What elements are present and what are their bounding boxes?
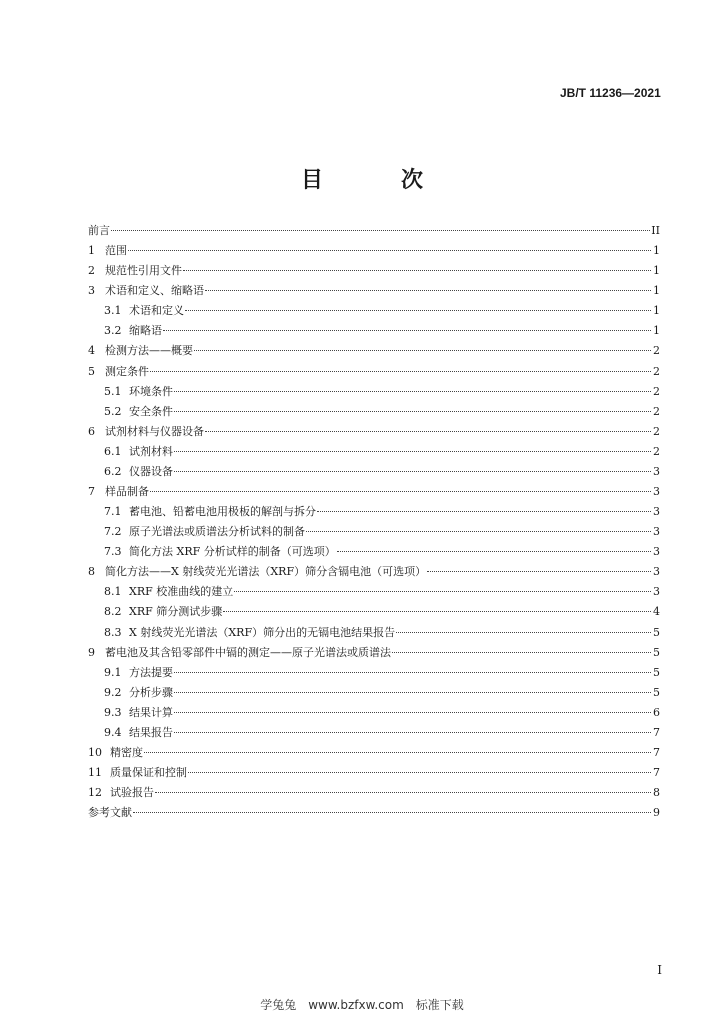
toc-entry[interactable] [88, 485, 660, 505]
dot-leader [183, 270, 651, 271]
toc-entry-number: 6.2 [104, 464, 122, 478]
toc-subentry[interactable] [88, 505, 660, 525]
dot-leader [163, 330, 651, 331]
toc-entry-page: 3 [653, 505, 660, 519]
toc-entry-label: 简化方法——X 射线荧光光谱法（XRF）筛分含镉电池（可选项） [105, 565, 427, 579]
dot-leader [317, 511, 651, 512]
toc-subentry[interactable] [88, 324, 660, 344]
toc-entry-label: 分析步骤 [129, 685, 173, 699]
toc-subentry[interactable] [88, 304, 660, 324]
toc-entry-label: 术语和定义、缩略语 [105, 284, 204, 298]
toc-entry-number: 7 [88, 485, 95, 499]
toc-entry[interactable] [88, 425, 660, 445]
dot-leader [174, 692, 651, 693]
toc-entry[interactable] [88, 365, 660, 385]
dot-leader [188, 772, 651, 773]
toc-entry-number: 5 [88, 364, 95, 378]
toc-entry-number: 11 [88, 766, 102, 780]
dot-leader [174, 672, 651, 673]
toc-entry-number: 6.1 [104, 444, 122, 458]
dot-leader [174, 471, 651, 472]
toc-entry-number: 8 [88, 565, 95, 579]
toc-subentry[interactable] [88, 525, 660, 545]
toc-entry-page: 3 [653, 565, 660, 579]
toc-entry-number: 9.2 [104, 685, 122, 699]
toc-entry-page: 4 [653, 605, 660, 619]
dot-leader [223, 611, 651, 612]
toc-subentry[interactable] [88, 666, 660, 686]
dot-leader [234, 591, 651, 592]
toc-entry-number: 8.2 [104, 605, 122, 619]
toc-entry-label: 仪器设备 [129, 464, 173, 478]
dot-leader [128, 250, 651, 251]
toc-entry-number: 7.2 [104, 525, 122, 539]
toc-entry-label: 试剂材料 [129, 444, 173, 458]
dot-leader [205, 431, 651, 432]
toc-entry-label: XRF 筛分测试步骤 [129, 605, 223, 619]
toc-entry-label: XRF 校准曲线的建立 [129, 585, 234, 599]
dot-leader [144, 752, 651, 753]
toc-entry-page: 5 [653, 685, 660, 699]
toc-entry-page: 3 [653, 485, 660, 499]
toc-entry-number: 12 [88, 786, 102, 800]
toc-entry[interactable] [88, 344, 660, 364]
toc-entry[interactable] [88, 646, 660, 666]
dot-leader [150, 371, 651, 372]
toc-entry-number: 9.1 [104, 665, 122, 679]
toc-subentry[interactable] [88, 585, 660, 605]
toc-entry-page: 5 [653, 625, 660, 639]
dot-leader [337, 551, 651, 552]
dot-leader [111, 230, 650, 231]
toc-entry-page: 5 [653, 645, 660, 659]
toc-entry-page: 3 [653, 545, 660, 559]
toc-entry-page: 5 [653, 665, 660, 679]
toc-subentry[interactable] [88, 385, 660, 405]
toc-entry[interactable] [88, 264, 660, 284]
toc-entry-label: 前言 [88, 224, 110, 237]
toc-entry-number: 7.3 [104, 545, 122, 559]
toc-entry-label: 术语和定义 [129, 304, 184, 318]
toc-entry-label: 原子光谱法或质谱法分析试料的制备 [129, 525, 305, 539]
toc-entry-label: 缩略语 [129, 324, 162, 338]
toc-subentry[interactable] [88, 726, 660, 746]
dot-leader [174, 712, 651, 713]
toc-entry-label: 蓄电池及其含铅零部件中镉的测定——原子光谱法或质谱法 [105, 645, 391, 659]
toc-entry[interactable] [88, 244, 660, 264]
toc-entry-label: 结果报告 [129, 725, 173, 739]
toc-subentry[interactable] [88, 706, 660, 726]
toc-entry-label: 样品制备 [105, 485, 149, 499]
toc-entry[interactable] [88, 766, 660, 786]
toc-entry-label: 精密度 [110, 746, 143, 760]
toc-entry-page: 9 [653, 806, 660, 820]
toc-entry-number: 8.3 [104, 625, 122, 639]
page-title: 目 次 [300, 167, 451, 193]
toc-entry-number: 5.1 [104, 384, 122, 398]
toc-entry-number: 8.1 [104, 585, 122, 599]
toc-entry[interactable] [88, 746, 660, 766]
toc-entry[interactable] [88, 284, 660, 304]
dot-leader [174, 451, 651, 452]
toc-entry-label: 参考文献 [88, 806, 132, 820]
toc-entry-label: 方法提要 [129, 665, 173, 679]
toc-entry[interactable] [88, 224, 660, 244]
dot-leader [174, 411, 651, 412]
toc-entry-number: 9.3 [104, 705, 122, 719]
toc-entry-number: 9 [88, 645, 95, 659]
toc-entry-page: 7 [653, 766, 660, 780]
dot-leader [205, 290, 651, 291]
dot-leader [174, 732, 651, 733]
toc-entry-page: 6 [653, 705, 660, 719]
toc-entry-label: 测定条件 [105, 364, 149, 378]
toc-subentry[interactable] [88, 465, 660, 485]
toc-entry-page: 3 [653, 464, 660, 478]
toc-entry-label: 安全条件 [129, 404, 173, 418]
toc-entry-label: X 射线荧光光谱法（XRF）筛分出的无镉电池结果报告 [129, 625, 396, 639]
toc-entry-label: 简化方法 XRF 分析试样的制备（可选项） [129, 545, 336, 559]
toc-entry-page: 7 [653, 746, 660, 760]
toc-entry-page: 1 [653, 244, 660, 258]
toc-entry-page: II [651, 224, 660, 237]
toc-entry-number: 3.1 [104, 304, 122, 318]
toc-entry-page: 1 [653, 324, 660, 338]
toc-subentry[interactable] [88, 605, 660, 625]
toc-entry-label: 规范性引用文件 [105, 264, 182, 278]
toc-entry-page: 2 [653, 444, 660, 458]
toc-entry-page: 2 [653, 404, 660, 418]
toc-entry-number: 3 [88, 284, 95, 298]
toc-entry-label: 结果计算 [129, 705, 173, 719]
toc-entry-number: 1 [88, 244, 95, 258]
toc-entry-label: 试验报告 [110, 786, 154, 800]
toc-subentry[interactable] [88, 626, 660, 646]
toc-entry-number: 6 [88, 424, 95, 438]
toc-entry-number: 5.2 [104, 404, 122, 418]
toc-entry-page: 2 [653, 424, 660, 438]
page-number: I [657, 963, 662, 977]
toc-entry[interactable] [88, 786, 660, 806]
toc-entry-number: 7.1 [104, 505, 122, 519]
dot-leader [392, 652, 651, 653]
toc-entry-page: 1 [653, 284, 660, 298]
toc-entry-page: 3 [653, 525, 660, 539]
toc-entry-number: 9.4 [104, 725, 122, 739]
toc-entry-page: 3 [653, 585, 660, 599]
toc-entry-label: 质量保证和控制 [110, 766, 187, 780]
dot-leader [150, 491, 651, 492]
dot-leader [174, 391, 651, 392]
toc-entry-page: 7 [653, 725, 660, 739]
dot-leader [306, 531, 651, 532]
toc-subentry[interactable] [88, 405, 660, 425]
toc-entry-page: 8 [653, 786, 660, 800]
toc-entry-page: 2 [653, 364, 660, 378]
toc-entry-label: 蓄电池、铅蓄电池用极板的解剖与拆分 [129, 505, 316, 519]
toc-entry-number: 2 [88, 264, 95, 278]
toc-entry-page: 1 [653, 304, 660, 318]
dot-leader [396, 632, 651, 633]
dot-leader [185, 310, 651, 311]
toc-entry[interactable] [88, 806, 660, 826]
toc-entry-label: 试剂材料与仪器设备 [105, 424, 204, 438]
table-of-contents [88, 224, 660, 826]
dot-leader [155, 792, 651, 793]
toc-entry-number: 4 [88, 344, 95, 358]
toc-subentry[interactable] [88, 686, 660, 706]
toc-subentry[interactable] [88, 445, 660, 465]
toc-entry-page: 2 [653, 344, 660, 358]
footer-watermark: 学兔兔 www.bzfxw.com 标准下载 [260, 998, 464, 1012]
toc-entry-label: 范围 [105, 244, 127, 258]
dot-leader [427, 571, 651, 572]
toc-subentry[interactable] [88, 545, 660, 565]
toc-entry-page: 2 [653, 384, 660, 398]
toc-entry[interactable] [88, 565, 660, 585]
toc-entry-number: 10 [88, 746, 102, 760]
toc-entry-page: 1 [653, 264, 660, 278]
standard-code: JB/T 11236—2021 [560, 86, 661, 100]
toc-entry-label: 环境条件 [129, 384, 173, 398]
dot-leader [133, 812, 651, 813]
toc-entry-number: 3.2 [104, 324, 122, 338]
dot-leader [194, 350, 651, 351]
toc-entry-label: 检测方法——概要 [105, 344, 193, 358]
